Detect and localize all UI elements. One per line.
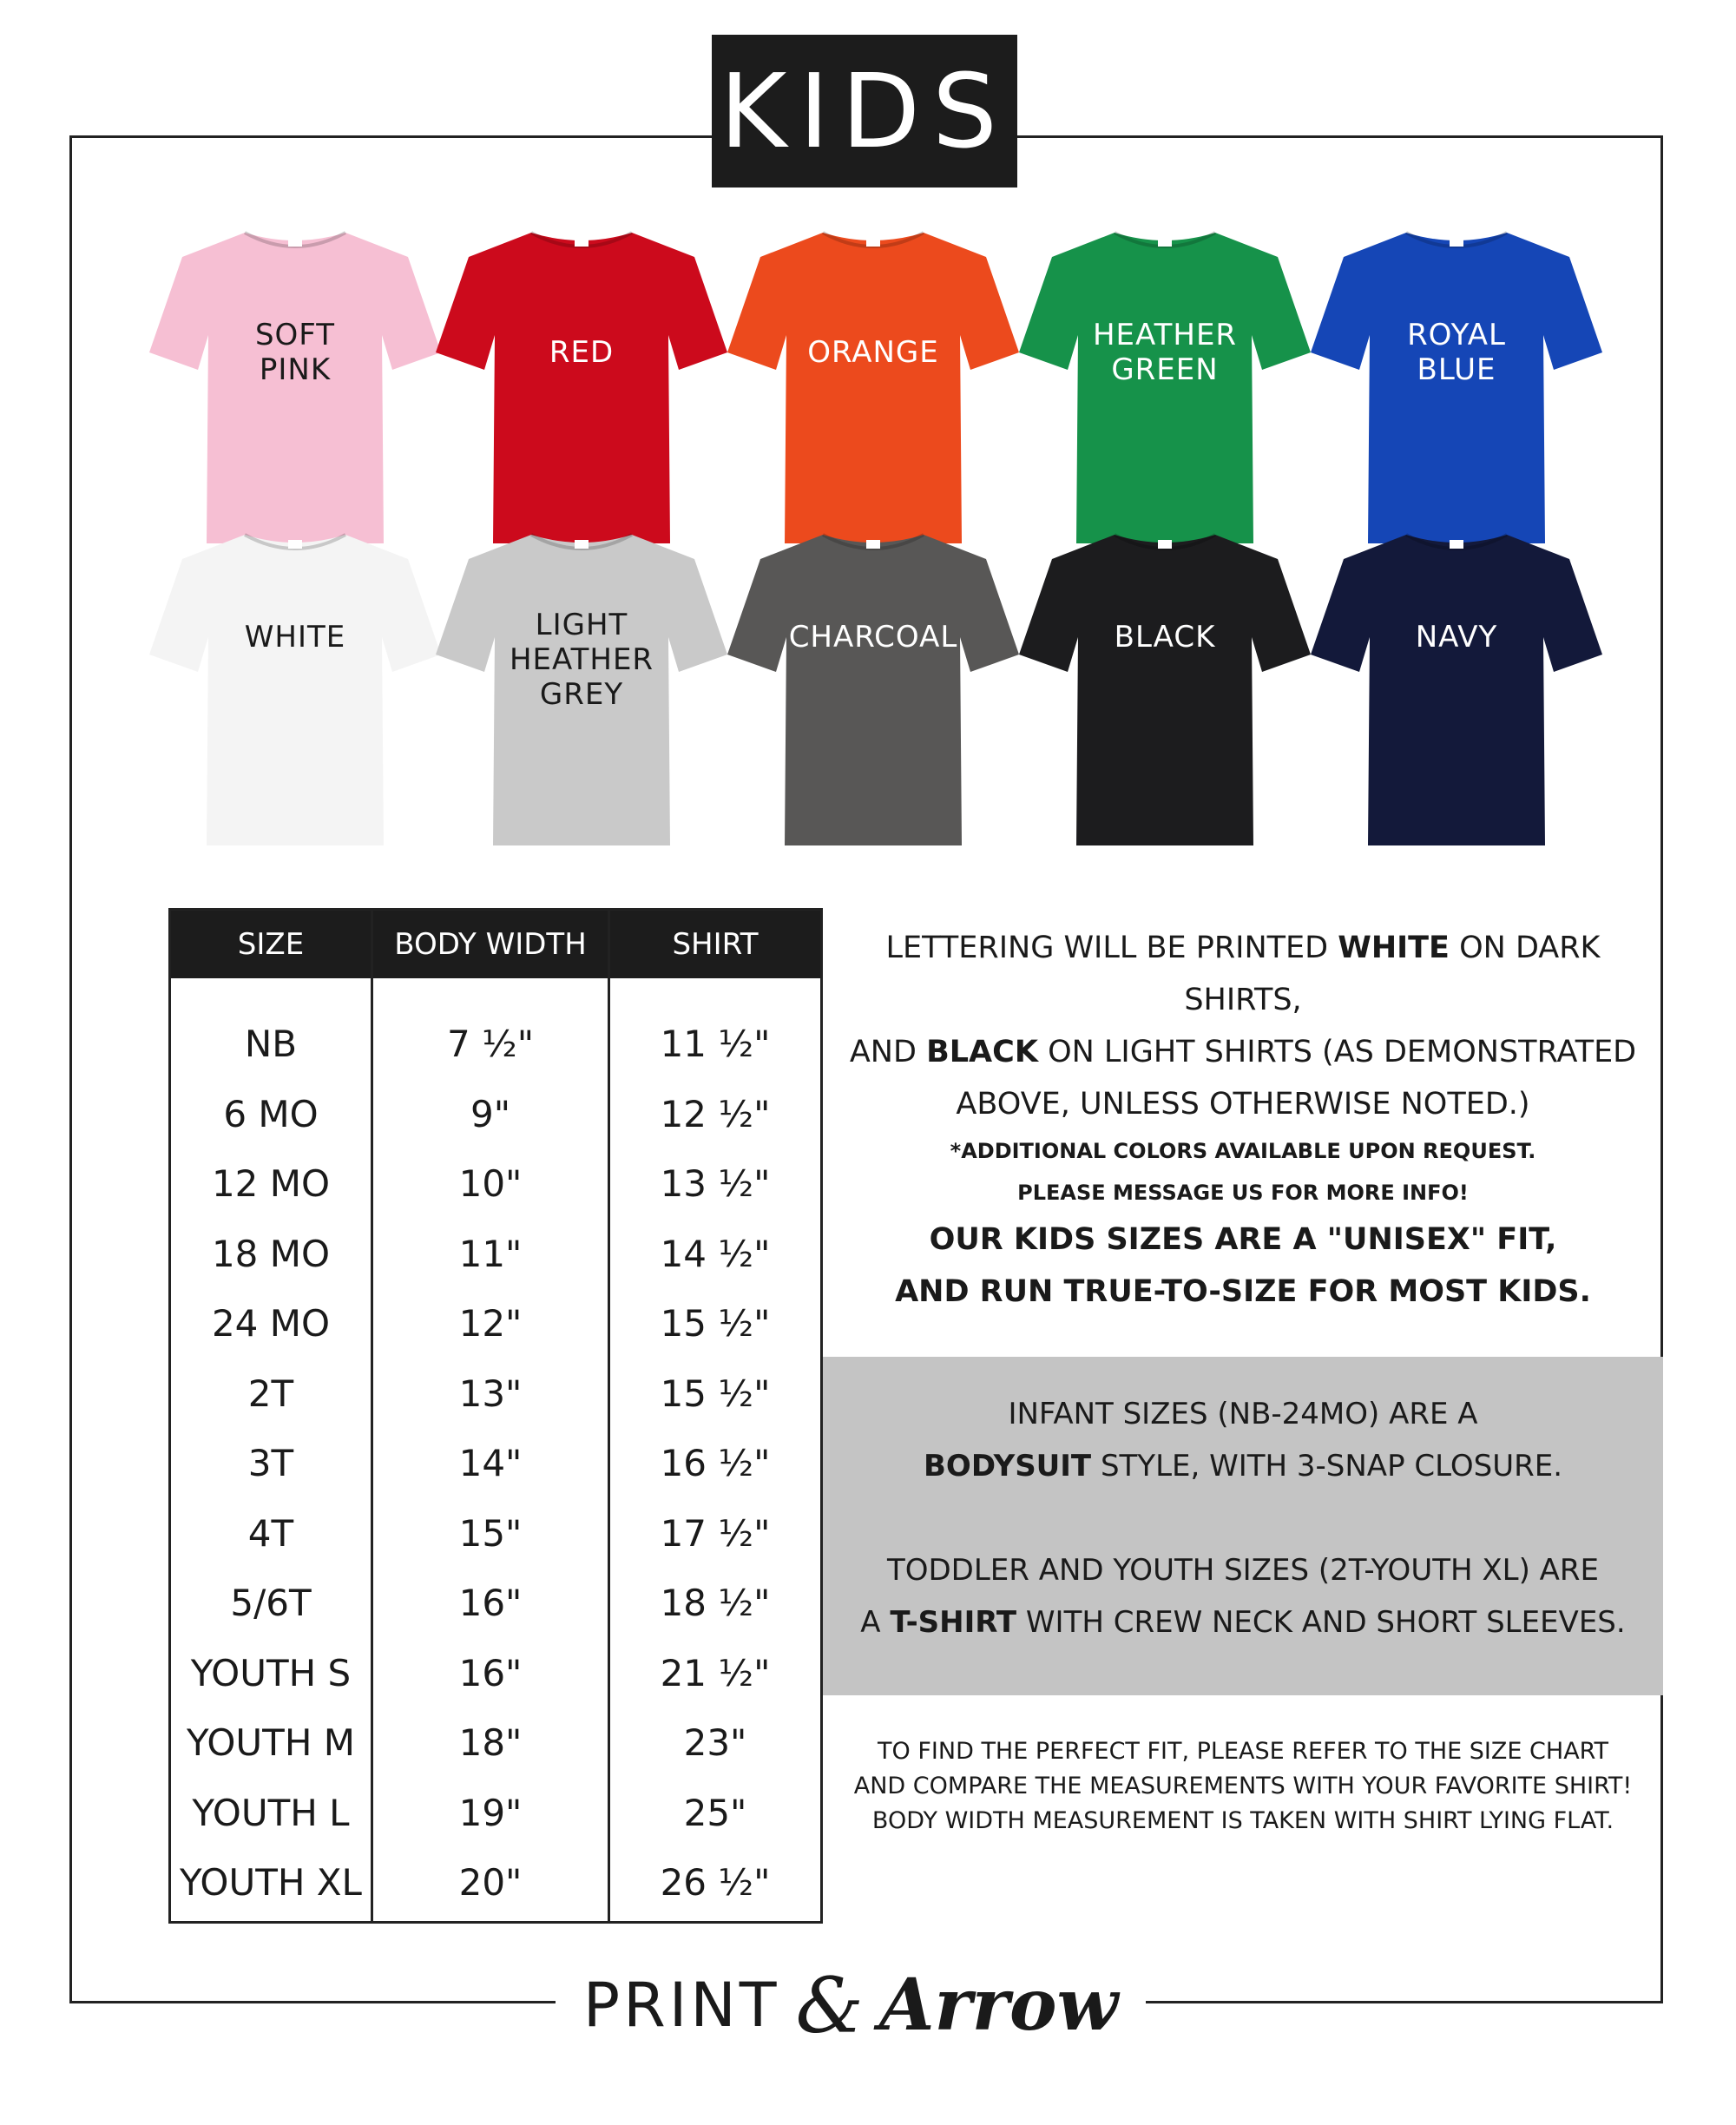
header-shirt-length: SHIRT LENGTH: [655, 927, 775, 1030]
tshirt-icon: [1017, 524, 1312, 854]
table-row: [171, 1289, 820, 1359]
lettering-text: ON DARK SHIRTS,: [1184, 931, 1601, 1017]
shirt-swatch: [434, 222, 729, 552]
table-row: [171, 1708, 820, 1779]
shirt-length-cell: 17 ½": [660, 1511, 771, 1555]
tshirt-label: T-SHIRT: [890, 1605, 1017, 1640]
shirt-length-cell: 18 ½": [660, 1582, 771, 1624]
shirt-swatch: [726, 524, 1021, 854]
bodysuit-label: BODYSUIT: [924, 1449, 1092, 1484]
toddler-text: A: [860, 1605, 891, 1640]
shirt-length-cell: 15 ½": [660, 1372, 771, 1415]
body-width-cell: 19": [458, 1791, 523, 1834]
measure-line-1: TO FIND THE PERFECT FIT, PLEASE REFER TO THE SIZE CHART: [878, 1738, 1608, 1765]
table-row: [171, 1149, 820, 1220]
body-width-cell: 9": [470, 1092, 511, 1135]
tshirt-icon: [726, 524, 1021, 854]
tshirt-icon: [1309, 524, 1604, 854]
shirt-tag: [1450, 238, 1463, 247]
lettering-white: WHITE: [1338, 931, 1450, 965]
shirt-length-cell: 12 ½": [660, 1092, 771, 1135]
tshirt-icon: [434, 222, 729, 552]
tshirt-icon: [1017, 222, 1312, 552]
brand-logo: [556, 1960, 1146, 2050]
body-width-cell: 12": [458, 1302, 523, 1345]
table-row: [171, 1499, 820, 1569]
shirt-body: [1311, 233, 1602, 543]
shirt-tag: [288, 238, 302, 247]
shirt-tag: [866, 238, 880, 247]
measure-line-3: BODY WIDTH MEASUREMENT IS TAKEN WITH SHIRT LYING FLAT.: [871, 1807, 1614, 1834]
lettering-info: [823, 922, 1663, 1214]
size-cell: 18 MO: [211, 1232, 331, 1275]
table-row: [171, 1080, 820, 1150]
tshirt-icon: [1309, 222, 1604, 552]
shirt-tag: [1158, 540, 1172, 549]
header-body-width: BODY WIDTH: [394, 927, 587, 962]
shirt-length-cell: 21 ½": [660, 1651, 771, 1694]
size-cell: YOUTH M: [187, 1721, 355, 1764]
shirt-length-cell: 13 ½": [660, 1162, 771, 1205]
body-width-cell: 7 ½": [446, 1023, 535, 1065]
size-table-header: [171, 911, 820, 1030]
shirt-body: [727, 535, 1019, 845]
table-row: [171, 1220, 820, 1290]
shirt-length-cell: 16 ½": [660, 1442, 771, 1484]
table-row: [171, 1429, 820, 1499]
shirt-body: [727, 233, 1019, 543]
size-cell: 3T: [247, 1442, 294, 1484]
body-width-cell: 16": [458, 1582, 523, 1624]
lettering-text: LETTERING WILL BE PRINTED: [885, 931, 1338, 965]
shirt-length-cell: 11 ½": [660, 1023, 771, 1065]
size-table-body: [171, 1010, 820, 1918]
measure-line-2: AND COMPARE THE MEASUREMENTS WITH YOUR FAVORITE SHIRT!: [853, 1773, 1633, 1799]
table-row: [171, 1779, 820, 1849]
tshirt-icon: [148, 524, 443, 854]
shirt-color-label: WHITE: [244, 620, 346, 655]
shirt-color-label: CHARCOAL: [788, 620, 958, 655]
shirt-swatch: [1309, 524, 1604, 854]
shirt-color-label: LIGHT HEATHER GREY: [509, 608, 654, 712]
infant-line-2: [823, 1440, 1663, 1492]
body-width-cell: 18": [458, 1721, 523, 1764]
shirt-body: [436, 233, 727, 543]
lettering-black: BLACK: [926, 1035, 1038, 1069]
infant-line-1: INFANT SIZES (NB-24MO) ARE A: [1008, 1397, 1478, 1431]
brand-print: PRINT: [582, 1970, 780, 2041]
infant-text: STYLE, WITH 3-SNAP CLOSURE.: [1091, 1449, 1562, 1484]
measure-info: [823, 1734, 1663, 1839]
size-cell: NB: [244, 1023, 298, 1065]
body-width-cell: 20": [458, 1861, 523, 1904]
table-row: [171, 1359, 820, 1430]
shirt-body: [149, 233, 441, 543]
table-row: [171, 1010, 820, 1080]
shirt-swatch: [434, 524, 729, 854]
size-cell: YOUTH L: [192, 1791, 350, 1834]
message-note: PLEASE MESSAGE US FOR MORE INFO!: [1017, 1181, 1469, 1205]
table-row: [171, 1848, 820, 1918]
shirt-length-cell: 23": [683, 1721, 747, 1764]
size-cell: 5/6T: [230, 1582, 312, 1624]
shirt-body: [1019, 535, 1311, 845]
body-width-cell: 15": [458, 1511, 523, 1555]
tshirt-icon: [726, 222, 1021, 552]
brand-arrow: Arrow: [878, 1964, 1119, 2047]
page-title: KIDS: [712, 35, 1017, 188]
additional-colors-note: *ADDITIONAL COLORS AVAILABLE UPON REQUEST.: [950, 1139, 1536, 1163]
shirt-color-label: RED: [549, 335, 615, 370]
lettering-line-3: ABOVE, UNLESS OTHERWISE NOTED.): [956, 1087, 1530, 1122]
table-row: [171, 1569, 820, 1639]
body-width-cell: 16": [458, 1651, 523, 1694]
shirt-color-label: HEATHER GREEN: [1092, 318, 1238, 387]
shirt-color-label: NAVY: [1415, 620, 1498, 655]
brand-ampersand: &: [795, 1960, 864, 2050]
shirt-color-label: ROYAL BLUE: [1407, 318, 1506, 387]
toddler-line-2: [823, 1596, 1663, 1648]
shirt-length-cell: 14 ½": [660, 1232, 771, 1275]
size-cell: 2T: [247, 1372, 294, 1415]
shirt-tag: [288, 540, 302, 549]
body-width-cell: 10": [458, 1162, 523, 1205]
shirt-swatch: [726, 222, 1021, 552]
size-table: [168, 908, 823, 1924]
table-row: [171, 1639, 820, 1709]
shirt-body: [1019, 233, 1311, 543]
fit-line-1: OUR KIDS SIZES ARE A "UNISEX" FIT,: [929, 1222, 1557, 1257]
shirt-swatch: [148, 222, 443, 552]
style-info-box: [823, 1357, 1663, 1695]
lettering-text: ON LIGHT SHIRTS (AS DEMONSTRATED: [1037, 1035, 1637, 1069]
body-width-cell: 14": [458, 1442, 523, 1484]
header-size: SIZE: [237, 927, 305, 962]
shirt-length-cell: 15 ½": [660, 1302, 771, 1345]
size-cell: 12 MO: [211, 1162, 331, 1205]
size-cell: 6 MO: [223, 1092, 319, 1135]
shirt-tag: [575, 540, 589, 549]
body-width-cell: 11": [458, 1232, 523, 1275]
size-cell: YOUTH S: [190, 1651, 352, 1694]
tshirt-icon: [148, 222, 443, 552]
shirt-swatch: [1017, 524, 1312, 854]
shirt-body: [1311, 535, 1602, 845]
lettering-line-1: [823, 922, 1663, 1026]
toddler-line-1: TODDLER AND YOUTH SIZES (2T-YOUTH XL) ARE: [886, 1553, 1600, 1588]
size-cell: 24 MO: [211, 1302, 331, 1345]
lettering-text: AND: [849, 1035, 927, 1069]
shirt-color-label: ORANGE: [807, 335, 939, 370]
lettering-line-2: [823, 1026, 1663, 1078]
shirt-swatch: [148, 524, 443, 854]
shirt-tag: [575, 238, 589, 247]
shirt-tag: [1450, 540, 1463, 549]
shirt-tag: [866, 540, 880, 549]
toddler-text: WITH CREW NECK AND SHORT SLEEVES.: [1016, 1605, 1626, 1640]
fit-info: [823, 1214, 1663, 1318]
size-cell: YOUTH XL: [180, 1861, 362, 1904]
shirt-color-label: SOFT PINK: [254, 318, 336, 387]
shirt-swatch: [1017, 222, 1312, 552]
body-width-cell: 13": [458, 1372, 523, 1415]
shirt-swatch: [1309, 222, 1604, 552]
shirt-tag: [1158, 238, 1172, 247]
fit-line-2: AND RUN TRUE-TO-SIZE FOR MOST KIDS.: [895, 1274, 1591, 1309]
size-cell: 4T: [247, 1511, 294, 1555]
shirt-length-cell: 25": [683, 1791, 747, 1834]
shirt-length-cell: 26 ½": [660, 1861, 771, 1904]
shirt-body: [149, 535, 441, 845]
shirt-color-label: BLACK: [1114, 620, 1216, 655]
